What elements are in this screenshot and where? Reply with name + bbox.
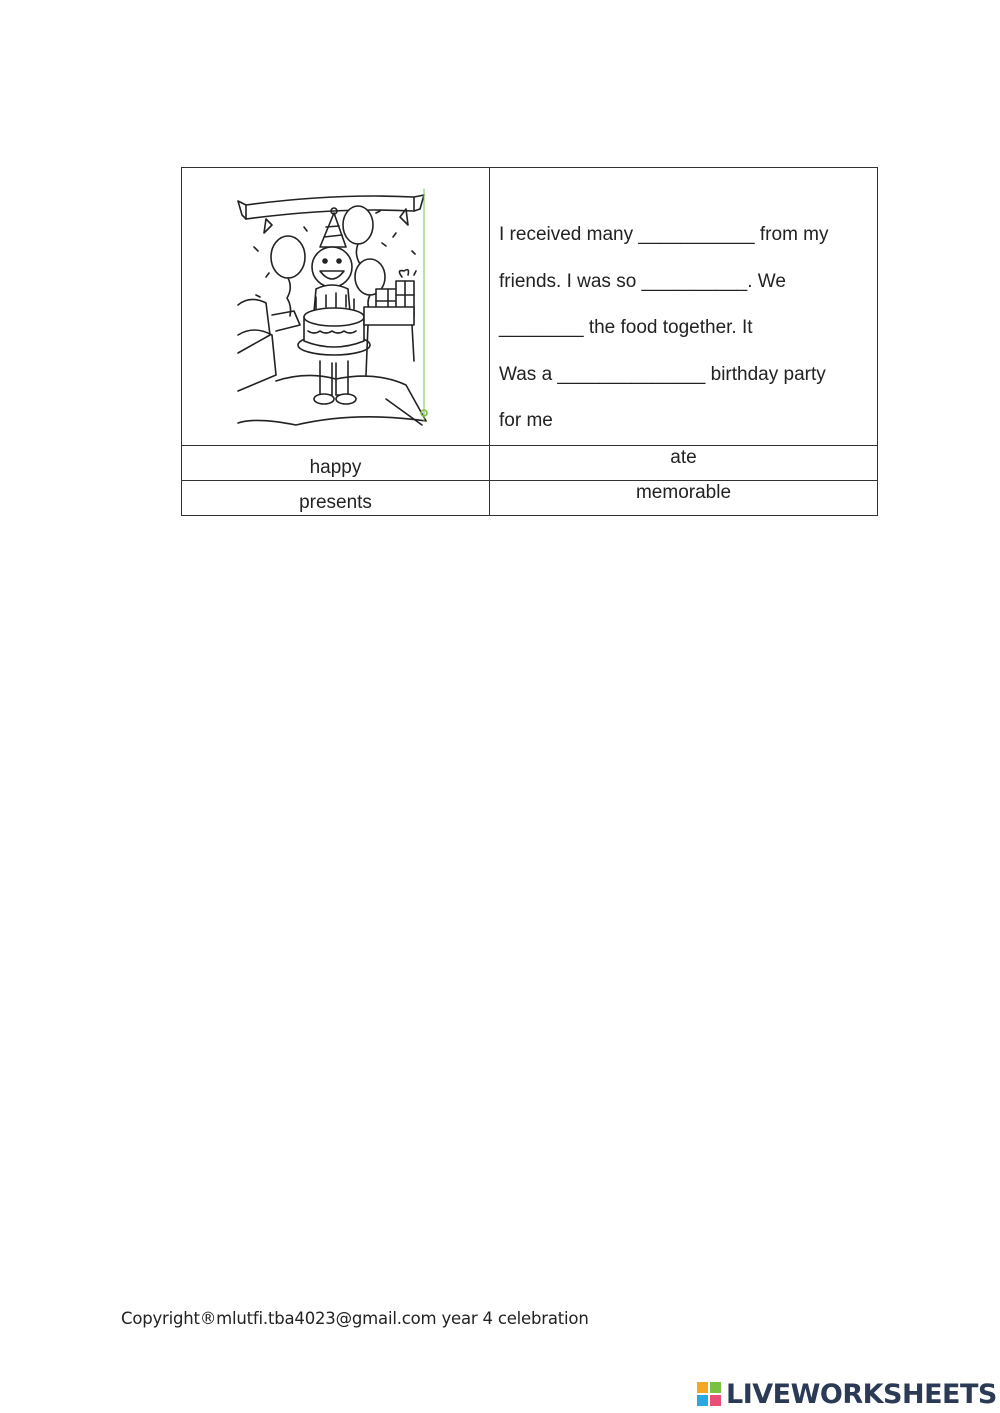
word-bank-cell: memorable: [490, 481, 878, 516]
logo-wordmark: LIVEWORKSHEETS: [726, 1378, 997, 1410]
birthday-party-illustration: [236, 185, 436, 429]
illustration-cell: [182, 168, 490, 446]
logo-square: [710, 1395, 721, 1406]
passage-line-4: Was a ______________ birthday party: [499, 363, 826, 385]
logo-square: [697, 1382, 708, 1393]
copyright-footer: Copyright®mlutfi.tba4023@gmail.com year 4 celebration: [121, 1309, 589, 1328]
word-bank-row-2: [182, 481, 878, 516]
passage-line-1: I received many ___________ from my: [499, 224, 829, 245]
logo-square: [710, 1382, 721, 1393]
passage-cell: [490, 168, 878, 446]
word-bank-cell: presents: [182, 481, 490, 516]
passage-line-5: for me: [499, 410, 553, 431]
logo-squares-icon: [697, 1382, 721, 1406]
worksheet-table: [181, 167, 878, 516]
logo-square: [697, 1395, 708, 1406]
word-bank-cell: happy: [182, 446, 490, 481]
word-bank-row-1: [182, 446, 878, 481]
passage-line-2: friends. I was so __________. We: [499, 270, 786, 292]
fill-in-passage: [499, 168, 877, 445]
liveworksheets-logo[interactable]: [697, 1378, 997, 1410]
word-bank-cell: ate: [490, 446, 878, 481]
passage-line-3: ________ the food together. It: [499, 317, 753, 338]
